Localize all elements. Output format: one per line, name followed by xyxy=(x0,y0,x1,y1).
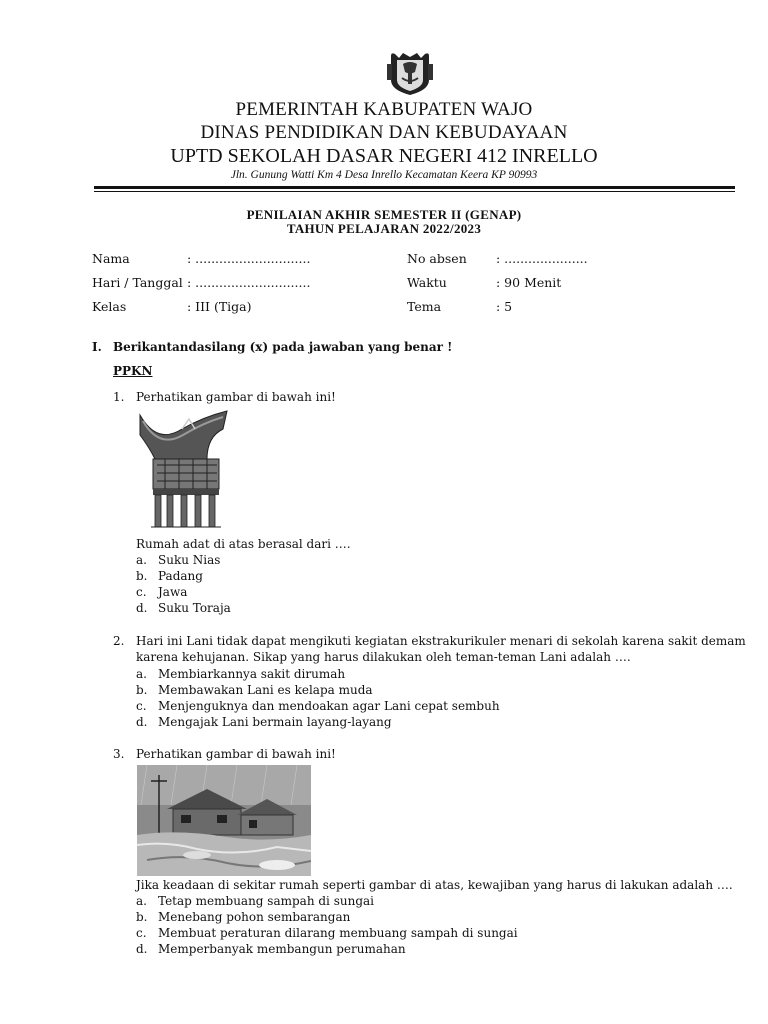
question-number: 2. xyxy=(113,634,125,648)
field-label-waktu: Waktu xyxy=(407,275,447,290)
option-text[interactable]: Membiarkannya sakit dirumah xyxy=(158,667,346,681)
exam-year: TAHUN PELAJARAN 2022/2023 xyxy=(286,221,482,236)
field-value-waktu: : 90 Menit xyxy=(496,275,562,290)
option-letter: b. xyxy=(136,910,148,924)
option-letter: c. xyxy=(136,699,147,713)
question-text: Perhatikan gambar di bawah ini! xyxy=(136,747,336,761)
subject-heading: PPKN xyxy=(113,364,153,378)
option-text[interactable]: Membuat peraturan dilarang membuang sampah di sungai xyxy=(158,926,518,940)
option-letter: c. xyxy=(136,585,147,599)
question-number: 1. xyxy=(113,390,125,404)
option-letter: c. xyxy=(136,926,147,940)
question-stem: Rumah adat di atas berasal dari …. xyxy=(136,537,351,551)
option-text[interactable]: Mengajak Lani bermain layang-layang xyxy=(158,715,392,729)
field-label-nama: Nama xyxy=(92,251,130,266)
field-value-tema: : 5 xyxy=(496,299,513,314)
field-value-kelas: : III (Tiga) xyxy=(187,299,252,314)
option-text[interactable]: Suku Toraja xyxy=(158,601,231,615)
option-text[interactable]: Tetap membuang sampah di sungai xyxy=(158,894,374,908)
question-number: 3. xyxy=(113,747,125,761)
field-value-nama[interactable]: : ............................. xyxy=(187,251,311,266)
question-stem: Jika keadaan di sekitar rumah seperti gambar di atas, kewajiban yang harus di lakukan adalah …. xyxy=(136,878,733,892)
question-text-continued: karena kehujanan. Sikap yang harus dilakukan oleh teman-teman Lani adalah …. xyxy=(136,650,631,664)
option-letter: a. xyxy=(136,553,147,567)
option-text[interactable]: Membawakan Lani es kelapa muda xyxy=(158,683,373,697)
regency-crest-icon xyxy=(385,50,435,96)
option-text[interactable]: Memperbanyak membangun perumahan xyxy=(158,942,406,956)
option-text[interactable]: Menebang pohon sembarangan xyxy=(158,910,351,924)
header-department: DINAS PENDIDIKAN DAN KEBUDAYAAN xyxy=(200,122,568,143)
option-letter: d. xyxy=(136,715,148,729)
header-school: UPTD SEKOLAH DASAR NEGERI 412 INRELLO xyxy=(170,145,598,167)
header-address: Jln. Gunung Watti Km 4 Desa Inrello Kecamatan Keera KP 90993 xyxy=(230,169,538,181)
section-number: I. xyxy=(92,340,102,354)
option-text[interactable]: Padang xyxy=(158,569,203,583)
field-label-no-absen: No absen xyxy=(407,251,467,266)
letterhead-rule-thin xyxy=(94,191,735,192)
exam-title: PENILAIAN AKHIR SEMESTER II (GENAP) xyxy=(246,207,522,222)
field-value-no-absen[interactable]: : ..................... xyxy=(496,251,588,266)
field-label-tema: Tema xyxy=(407,299,442,314)
option-text[interactable]: Suku Nias xyxy=(158,553,221,567)
field-label-kelas: Kelas xyxy=(92,299,127,314)
toraja-house-image xyxy=(137,407,230,532)
flooded-houses-image xyxy=(137,765,311,876)
letterhead-rule-thick xyxy=(94,186,735,189)
option-letter: a. xyxy=(136,667,147,681)
section-instruction: Berikantandasilang (x) pada jawaban yang benar ! xyxy=(113,340,453,354)
option-letter: a. xyxy=(136,894,147,908)
field-label-hari-tanggal: Hari / Tanggal xyxy=(92,275,183,290)
option-letter: d. xyxy=(136,601,148,615)
option-letter: b. xyxy=(136,569,148,583)
question-text: Perhatikan gambar di bawah ini! xyxy=(136,390,336,404)
option-text[interactable]: Menjenguknya dan mendoakan agar Lani cepat sembuh xyxy=(158,699,500,713)
option-letter: b. xyxy=(136,683,148,697)
header-government: PEMERINTAH KABUPATEN WAJO xyxy=(235,99,533,120)
field-value-hari-tanggal[interactable]: : ............................. xyxy=(187,275,311,290)
question-text: Hari ini Lani tidak dapat mengikuti kegiatan ekstrakurikuler menari di sekolah karena sakit demam xyxy=(136,634,746,648)
option-letter: d. xyxy=(136,942,148,956)
option-text[interactable]: Jawa xyxy=(158,585,188,599)
